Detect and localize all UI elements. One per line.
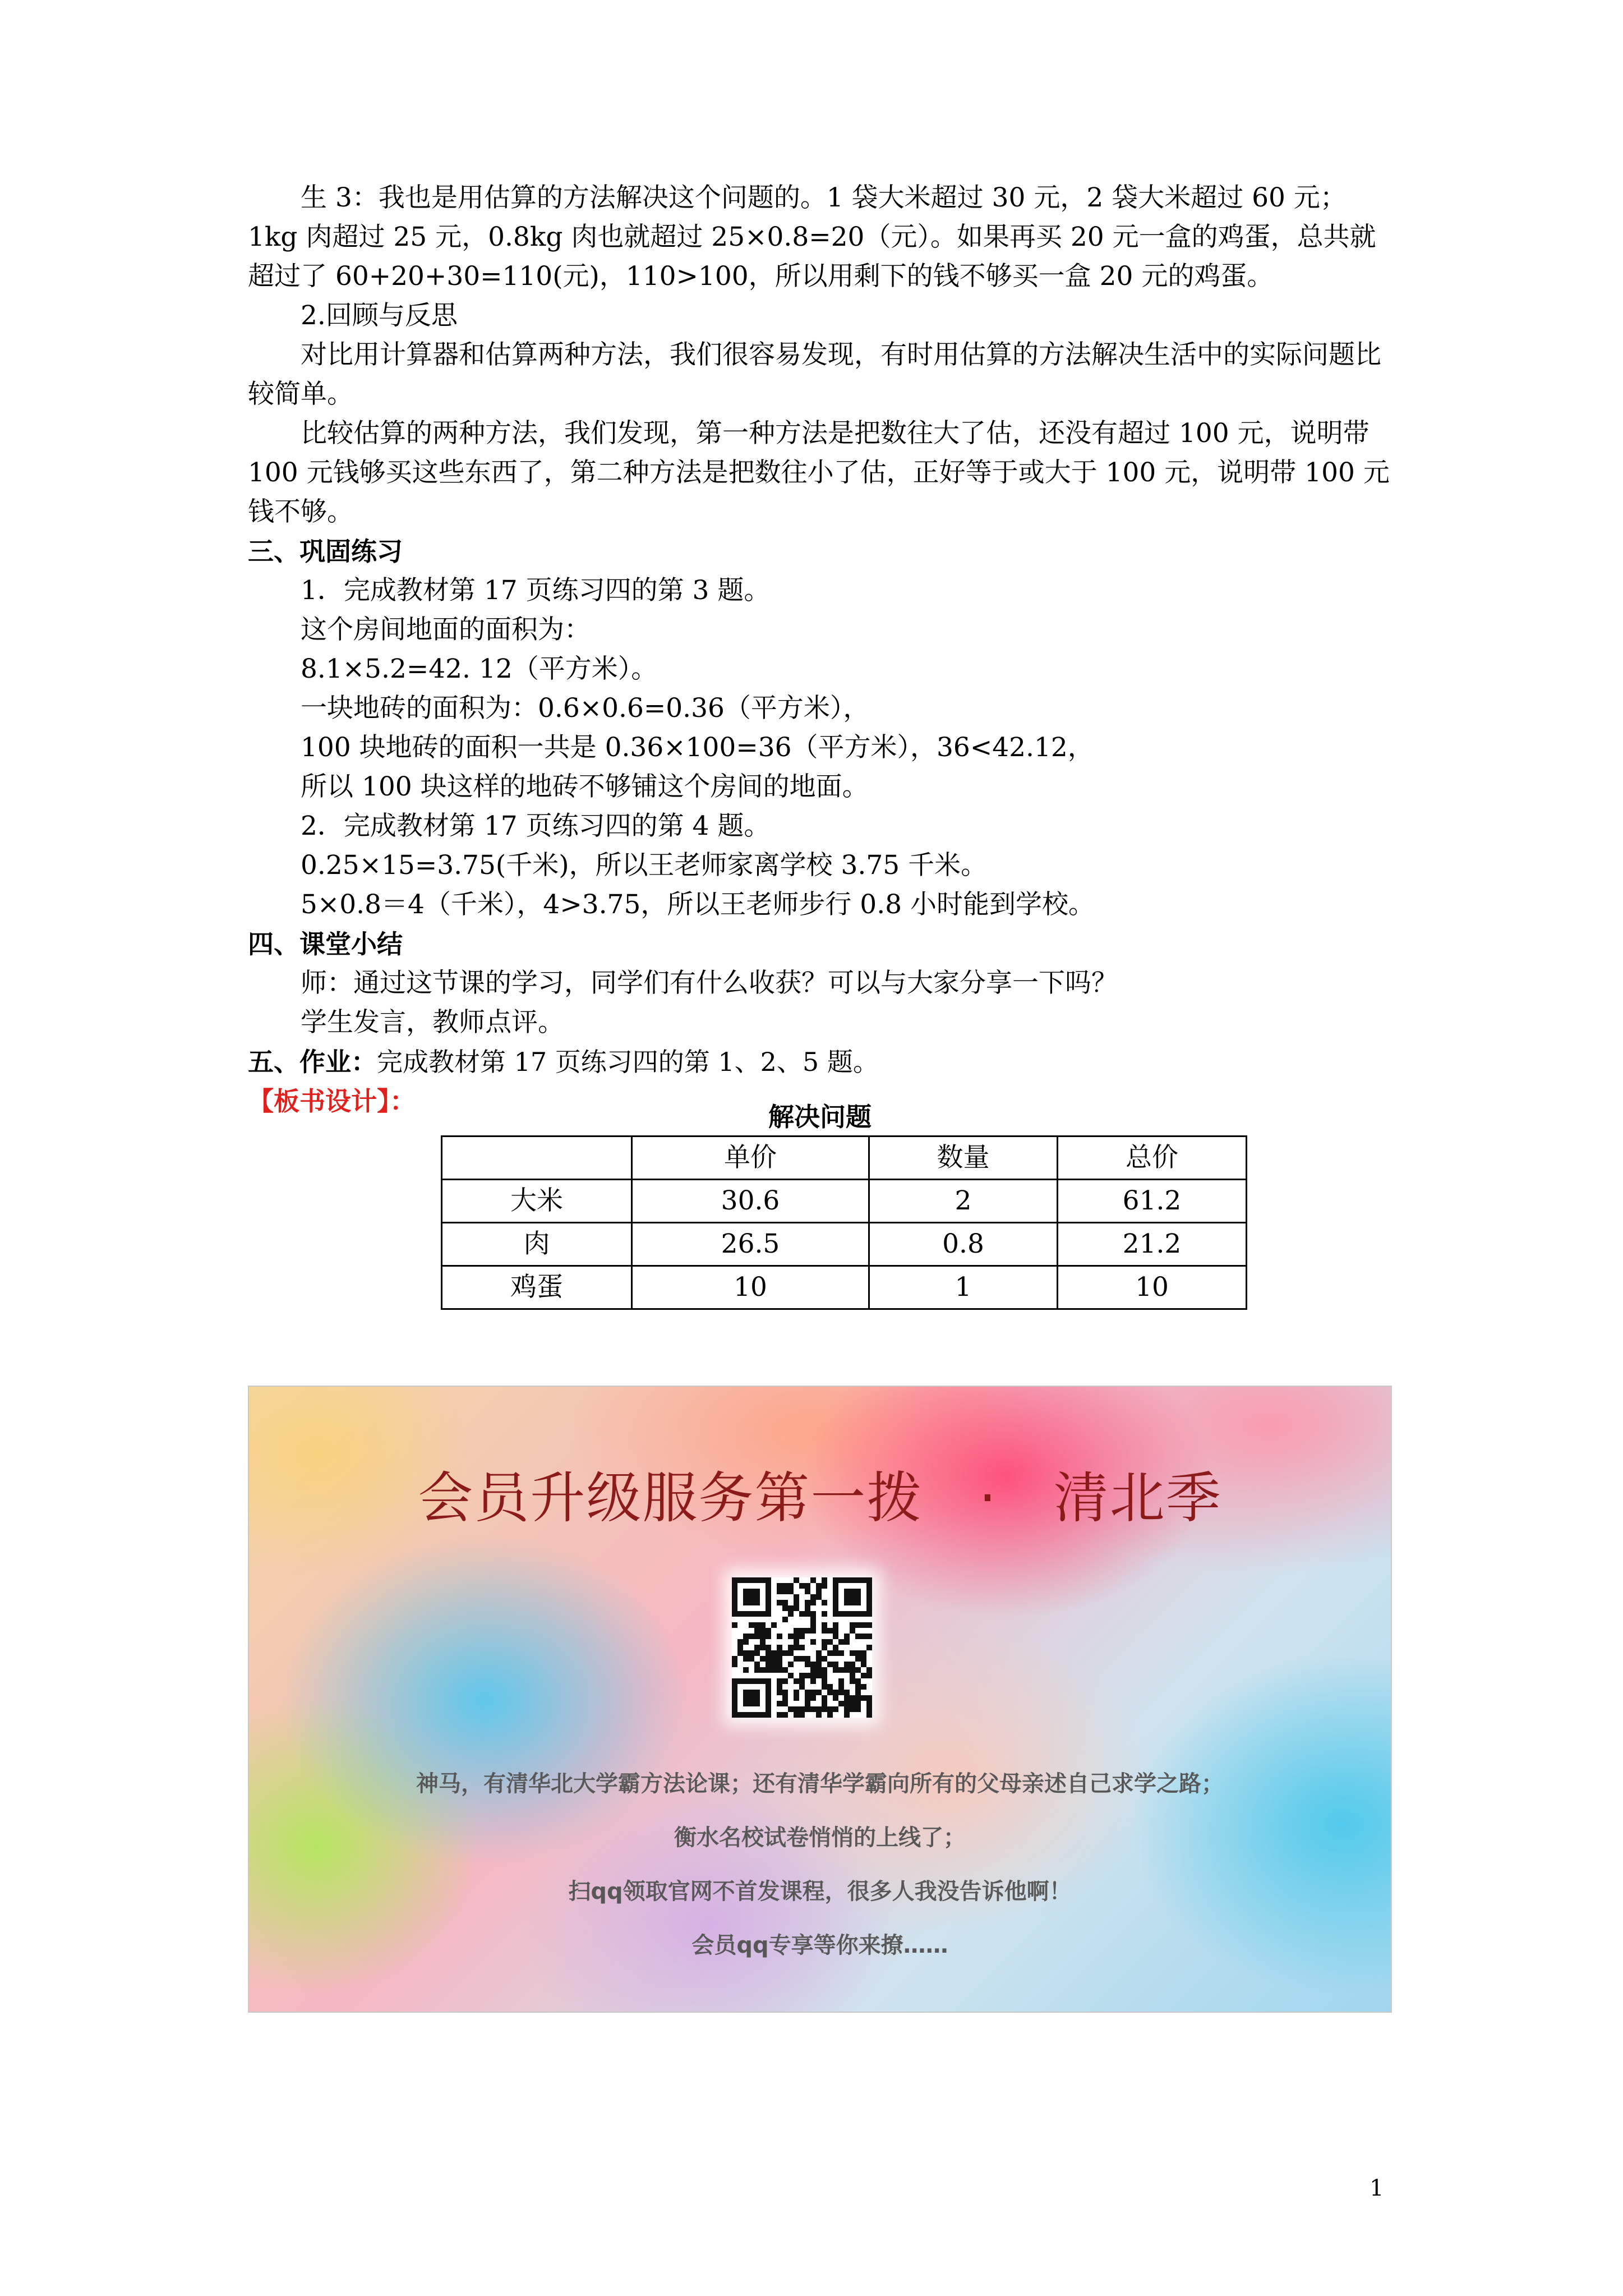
banner-line: 会员qq专享等你来撩…… [691,1932,948,1958]
section-homework [248,1042,1392,1082]
section-heading-summary: 四、课堂小结 [248,929,403,959]
table-cell: 大米 [442,1180,632,1223]
banner-line: 神马，有清华北大学霸方法论课；还有清华学霸向所有的父母亲述自己求学之路； [416,1771,1224,1797]
banner-line: 扫qq领取官网不首发课程，很多人我没告诉他啊！ [568,1879,1072,1904]
table-header-cell: 单价 [632,1137,869,1180]
table-cell: 鸡蛋 [442,1266,632,1309]
table-cell: 10 [1058,1266,1247,1309]
paragraph-review-heading: 2.回顾与反思 [301,300,458,331]
table-cell: 21.2 [1058,1223,1247,1266]
table-cell: 61.2 [1058,1180,1247,1223]
practice-line: 100 块地砖的面积一共是 0.36×100=36（平方米），36<42.12， [301,732,1094,763]
banner-title: 会员升级服务第一拨 · 清北季 [418,1466,1222,1530]
board-table [441,1135,1247,1310]
table-row [442,1180,1247,1223]
banner-text [249,1757,1391,1972]
table-cell: 1 [869,1266,1058,1309]
summary-line: 师：通过这节课的学习，同学们有什么收获？可以与大家分享一下吗？ [301,968,1118,999]
paragraph-estimation-summary: 比较估算的两种方法，我们发现，第一种方法是把数往大了估，还没有超过 100 元，说明带 100 元钱够买这些东西了，第二种方法是把数往小了估，正好等于或大于 100 元，说明带 100 元钱不够。 [248,418,1390,527]
practice-line: 一块地砖的面积为：0.6×0.6=0.36（平方米）， [301,693,870,724]
board-table-title: 解决问题 [768,1102,872,1132]
membership-banner [248,1386,1392,2013]
table-cell: 肉 [442,1223,632,1266]
table-cell: 10 [632,1266,869,1309]
table-header-row [442,1137,1247,1180]
banner-line: 衡水名校试卷悄悄的上线了； [674,1825,966,1851]
table-cell: 30.6 [632,1180,869,1223]
practice-line: 0.25×15=3.75(千米)，所以王老师家离学校 3.75 千米。 [301,850,988,881]
practice-line: 所以 100 块这样的地砖不够铺这个房间的地面。 [301,771,869,802]
table-header-cell: 数量 [869,1137,1058,1180]
table-header-cell: 总价 [1058,1137,1247,1180]
table-cell: 2 [869,1180,1058,1223]
section-heading-practice: 三、巩固练习 [248,536,403,567]
practice-line: 2．完成教材第 17 页练习四的第 4 题。 [301,811,771,841]
table-header-cell [442,1137,632,1180]
table-cell: 0.8 [869,1223,1058,1266]
qr-code-graphic [732,1577,872,1718]
practice-line: 5×0.8＝4（千米），4>3.75，所以王老师步行 0.8 小时能到学校。 [301,889,1095,920]
practice-line: 8.1×5.2=42. 12（平方米）。 [301,654,658,684]
practice-line: 1．完成教材第 17 页练习四的第 3 题。 [301,575,771,606]
board-design-label: 【板书设计】： [248,1086,416,1116]
qr-code-icon[interactable] [732,1577,872,1718]
table-row [442,1266,1247,1309]
paragraph-compare-methods: 对比用计算器和估算两种方法，我们很容易发现，有时用估算的方法解决生活中的实际问题比较简单。 [248,339,1381,409]
table-row [442,1223,1247,1266]
page-number: 1 [1370,2175,1384,2201]
paragraph-student-3: 生 3：我也是用估算的方法解决这个问题的。1 袋大米超过 30 元，2 袋大米超过 60 元；1kg 肉超过 25 元，0.8kg 肉也就超过 25×0.8=20（元）。如果再买 20 元一盒的鸡蛋，总共就超过了 60+20+30=110(元)，110>100，所以用剩下的钱不够买一盒 20 元的鸡蛋。 [248,182,1376,292]
practice-line: 这个房间地面的面积为： [301,614,591,645]
section-heading-homework: 五、作业： [248,1047,377,1077]
summary-line: 学生发言，教师点评。 [301,1007,564,1038]
lesson-content [248,178,1392,1303]
table-cell: 26.5 [632,1223,869,1266]
homework-text: 完成教材第 17 页练习四的第 1、2、5 题。 [377,1047,879,1077]
